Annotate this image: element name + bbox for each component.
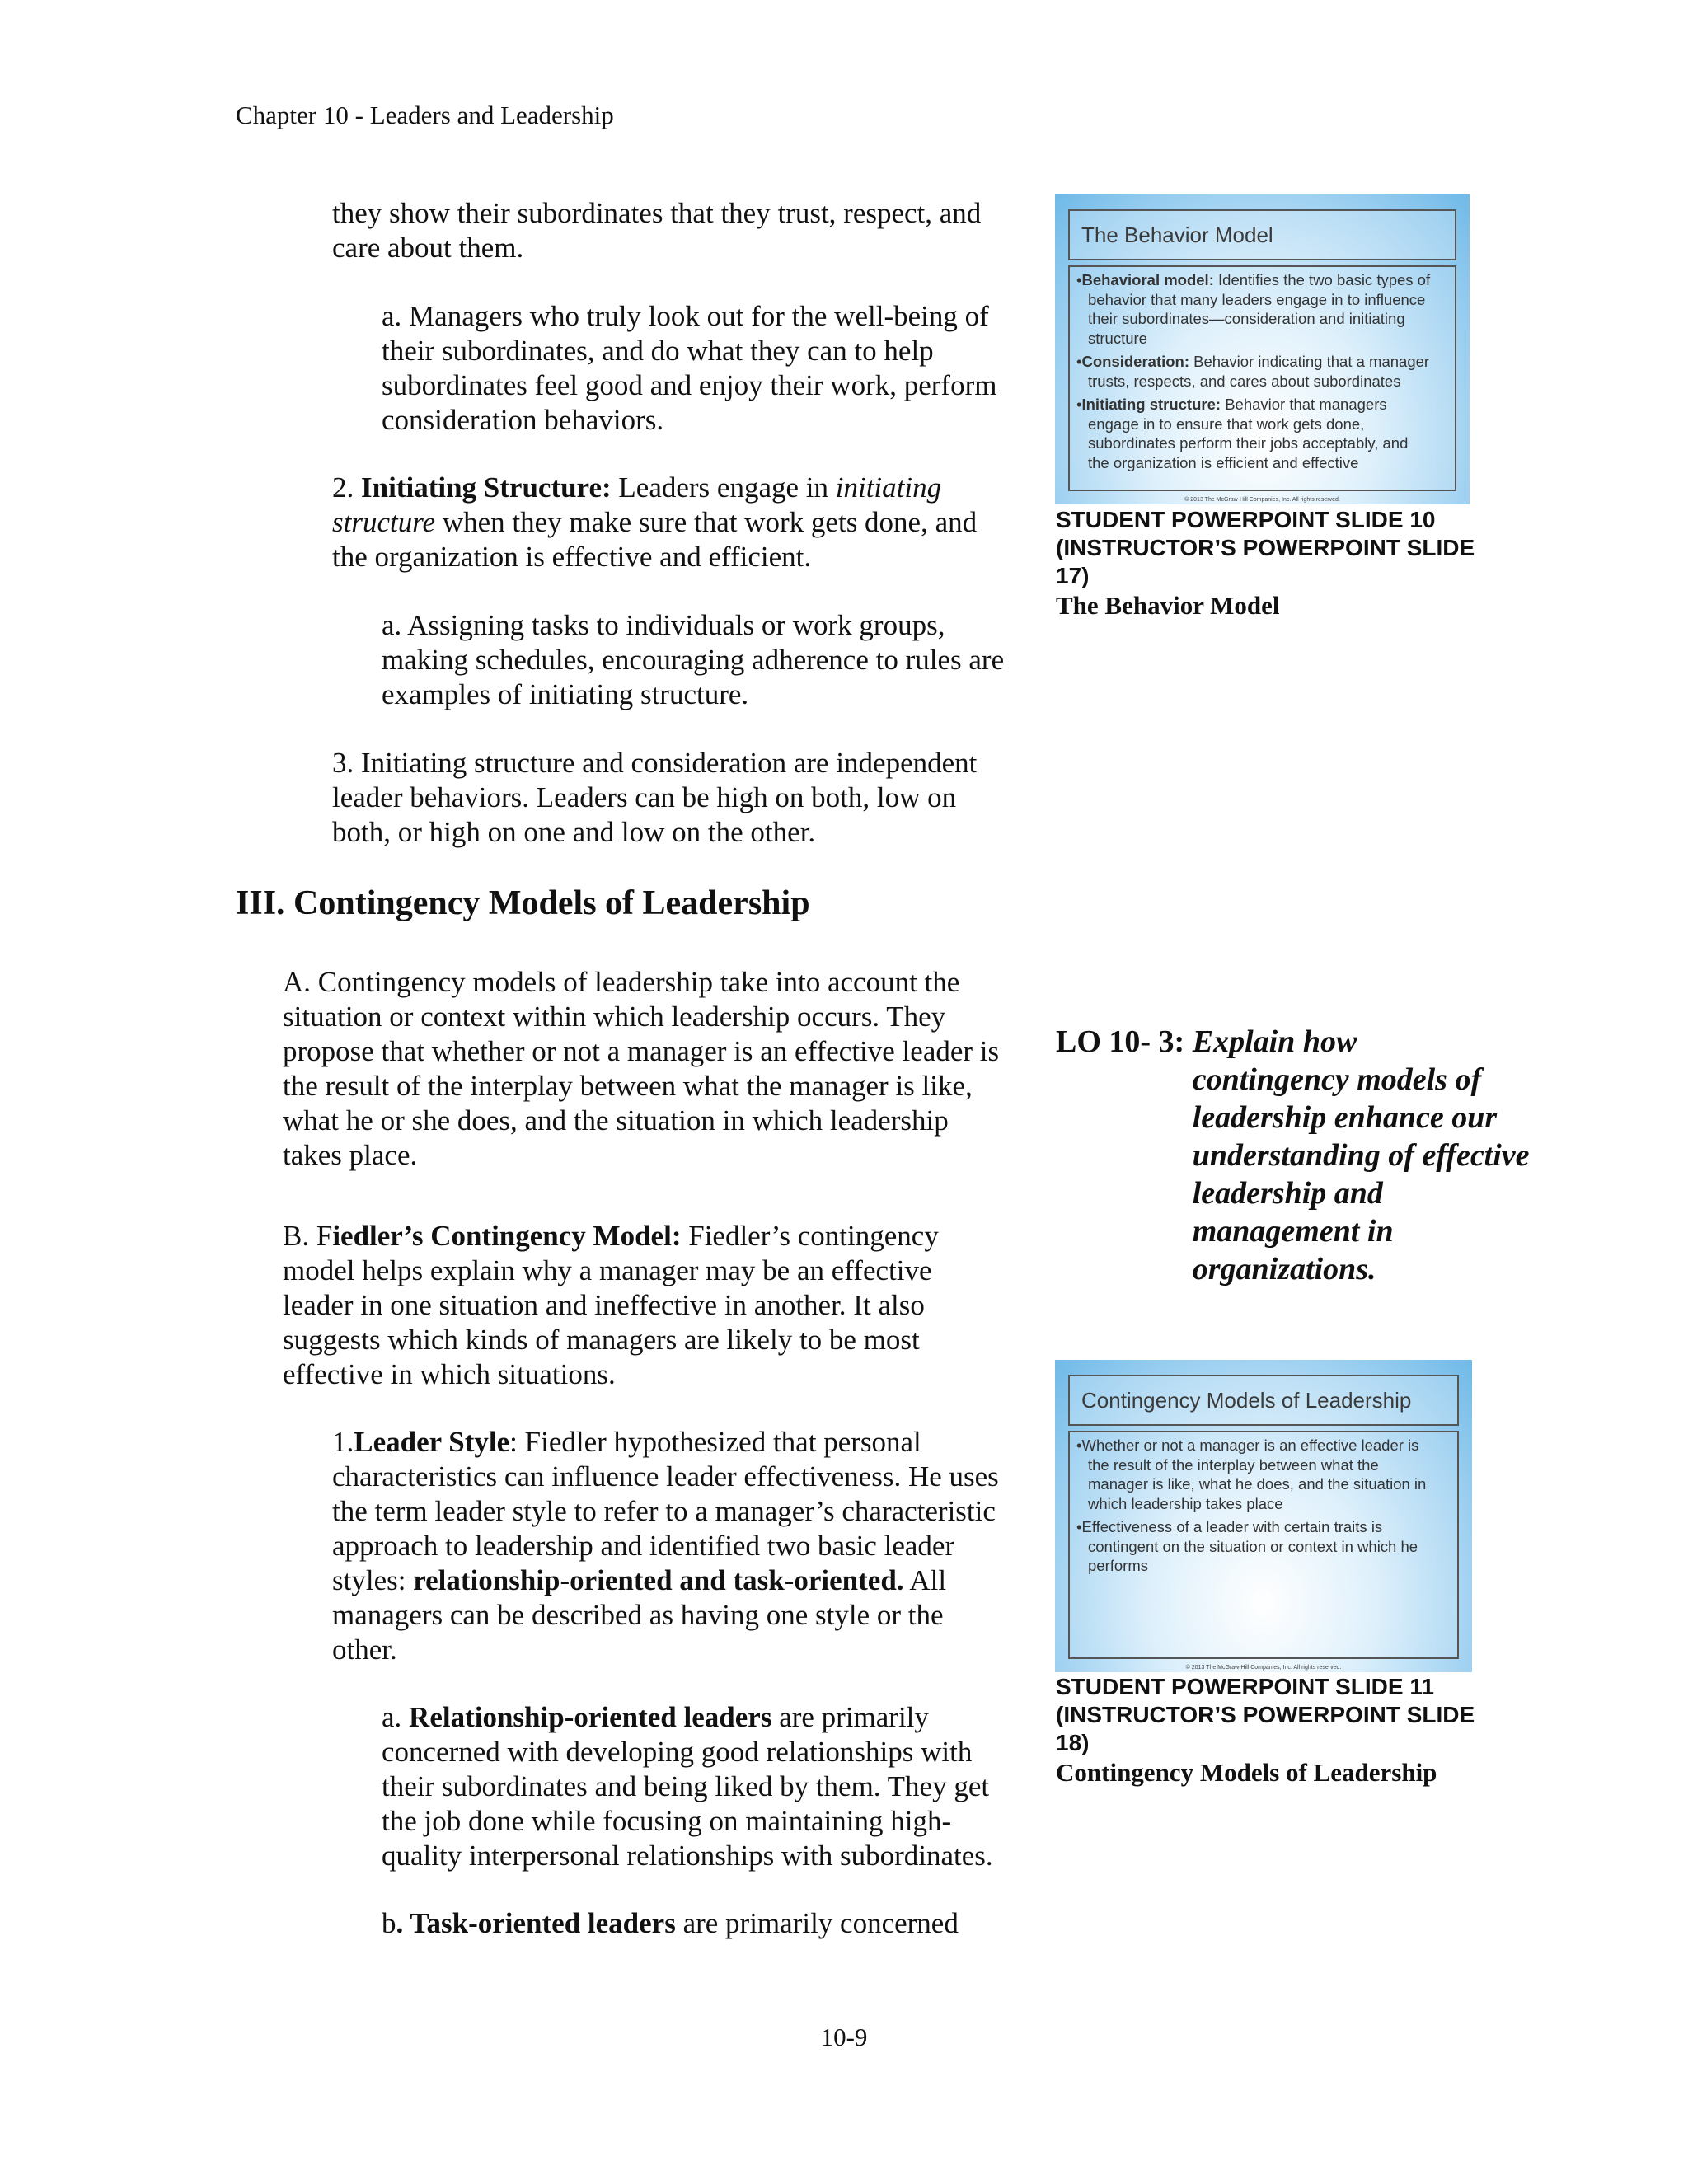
- list-number: 2.: [332, 471, 361, 504]
- text-run: performs: [1088, 1557, 1148, 1574]
- slide-caption-10: [1056, 506, 1475, 621]
- paragraph-managers: [382, 299, 996, 438]
- text-run: are primarily: [771, 1701, 929, 1733]
- slide-bullet: •Consideration: Behavior indicating that a manager trusts, respects, and cares about subordinates: [1076, 353, 1430, 390]
- text-line: the result of the interplay between what the manager is like,: [283, 1070, 973, 1102]
- term-fiedler-model: iedler’s Contingency Model:: [332, 1220, 682, 1252]
- italic-run: structure: [332, 506, 436, 538]
- text-line: care about them.: [332, 232, 524, 264]
- paragraph-leader-style: [332, 1425, 999, 1667]
- text-run: Identifies the two basic types of: [1218, 271, 1431, 288]
- text-run: styles:: [332, 1564, 414, 1596]
- text-line: a. Managers who truly look out for the well-being of: [382, 300, 989, 332]
- term-leader-styles: relationship-oriented and task-oriented.: [413, 1564, 904, 1596]
- text-line: the job done while focusing on maintaining high-: [382, 1805, 952, 1837]
- text-line: consideration behaviors.: [382, 404, 664, 436]
- paragraph-independent-behaviors: [332, 746, 977, 850]
- caption-line: STUDENT POWERPOINT SLIDE 10: [1056, 507, 1436, 532]
- text-line: situation or context within which leadership occurs. They: [283, 1001, 946, 1033]
- text-run: Behavior indicating that a manager: [1193, 353, 1430, 370]
- text-line: concerned with developing good relationships with: [382, 1736, 973, 1768]
- page-number: 10-9: [820, 2022, 868, 2051]
- slide-body: [1068, 265, 1456, 491]
- text-run: are primarily concerned: [675, 1907, 959, 1939]
- list-letter: b: [382, 1907, 396, 1939]
- text-run: Leaders engage in: [611, 471, 836, 504]
- text-line: a. Assigning tasks to individuals or work groups,: [382, 609, 945, 641]
- slide-term: Initiating structure:: [1081, 396, 1221, 413]
- text-line: [382, 1700, 993, 1735]
- text-run: the result of the interplay between what the: [1088, 1455, 1379, 1474]
- text-line: leader in one situation and ineffective in another. It also: [283, 1289, 925, 1321]
- text-run: Behavior that managers: [1225, 396, 1387, 413]
- slide-copyright: © 2013 The McGraw-Hill Companies, Inc. All rights reserved.: [1184, 497, 1340, 503]
- text-run: when they make sure that work gets done, and: [435, 506, 978, 538]
- text-run: the organization is efficient and effective: [1088, 453, 1359, 471]
- text-run: their subordinates—consideration and initiating: [1088, 310, 1405, 327]
- term-task-oriented: . Task-oriented leaders: [396, 1907, 676, 1939]
- text-line: effective in which situations.: [283, 1358, 616, 1390]
- caption-line: (INSTRUCTOR’S POWERPOINT SLIDE: [1056, 1702, 1475, 1727]
- learning-objective-text: [1193, 1023, 1555, 1288]
- text-line: their subordinates and being liked by them. They get: [382, 1770, 990, 1802]
- text-run: Fiedler’s contingency: [681, 1220, 939, 1252]
- term-leader-style: Leader Style: [354, 1426, 510, 1458]
- slide-title: Contingency Models of Leadership: [1068, 1375, 1459, 1426]
- text-run: management in: [1192, 1214, 1394, 1249]
- text-line: they show their subordinates that they trust, respect, and: [332, 197, 982, 229]
- caption-line: (INSTRUCTOR’S POWERPOINT SLIDE: [1056, 535, 1475, 560]
- paragraph-contingency-models: [283, 965, 999, 1173]
- text-line: model helps explain why a manager may be an effective: [283, 1254, 932, 1286]
- text-line: [332, 1425, 999, 1460]
- text-run: Effectiveness of a leader with certain traits is: [1081, 1518, 1383, 1535]
- text-line: takes place.: [283, 1139, 418, 1171]
- slide-term: Consideration:: [1081, 353, 1190, 370]
- list-number: 1.: [332, 1426, 354, 1458]
- text-line: suggests which kinds of managers are likely to be most: [283, 1324, 920, 1356]
- caption-line: 18): [1056, 1730, 1090, 1755]
- slide-body: [1068, 1431, 1459, 1659]
- text-line: approach to leadership and identified two basic leader: [332, 1530, 955, 1562]
- text-run: : Fiedler hypothesized that personal: [509, 1426, 921, 1458]
- paragraph-relationship-oriented: [382, 1700, 993, 1873]
- text-run: trusts, respects, and cares about subordinates: [1088, 372, 1401, 390]
- text-run: contingency models of: [1192, 1062, 1482, 1097]
- slide-bullet: •Whether or not a manager is an effective leader is the result of the interplay between what the manager is like, what he does, and the situation in which leadership takes place: [1076, 1436, 1427, 1512]
- text-line: characteristics can influence leader effectiveness. He uses: [332, 1460, 999, 1493]
- paragraph-task-oriented: [382, 1906, 959, 1941]
- slide-bullet: •Behavioral model: Identifies the two basic types of behavior that many leaders engage in to influence their subordinates—consideration and initiating structure: [1076, 271, 1431, 347]
- text-run: leadership enhance our: [1192, 1100, 1498, 1135]
- list-letter: a.: [382, 1701, 410, 1733]
- italic-run: initiating: [835, 471, 942, 504]
- text-run: Whether or not a manager is an effective leader is: [1081, 1436, 1419, 1454]
- text-line: managers can be described as having one style or the: [332, 1599, 944, 1631]
- caption-title: Contingency Models of Leadership: [1056, 1758, 1437, 1787]
- text-line: what he or she does, and the situation in which leadership: [283, 1104, 949, 1137]
- text-line: both, or high on one and low on the other.: [332, 816, 816, 848]
- learning-objective-label: LO 10- 3:: [1056, 1024, 1185, 1059]
- text-run: understanding of effective: [1192, 1138, 1530, 1173]
- text-line: A. Contingency models of leadership take into account the: [283, 966, 960, 998]
- text-line: other.: [332, 1633, 397, 1666]
- text-line: [332, 471, 977, 505]
- section-heading: III. Contingency Models of Leadership: [236, 884, 810, 922]
- text-line: quality interpersonal relationships with subordinates.: [382, 1840, 993, 1872]
- text-line: subordinates feel good and enjoy their work, perform: [382, 369, 997, 401]
- slide-bullet: •Initiating structure: Behavior that managers engage in to ensure that work gets done, subordinates perform their jobs acceptably, and the organization is efficient and effective: [1076, 396, 1409, 471]
- text-run: structure: [1088, 329, 1147, 347]
- text-run: engage in to ensure that work gets done,: [1088, 415, 1365, 433]
- text-run: which leadership takes place: [1088, 1494, 1283, 1512]
- term-relationship-oriented: Relationship-oriented leaders: [409, 1701, 772, 1733]
- text-line: [332, 1563, 999, 1598]
- paragraph-initiating-structure: [332, 471, 977, 574]
- text-line: 3. Initiating structure and consideration are independent: [332, 747, 978, 779]
- text-line: making schedules, encouraging adherence to rules are: [382, 644, 1005, 676]
- slide-title: The Behavior Model: [1068, 209, 1456, 260]
- text-run: leadership and: [1192, 1176, 1383, 1211]
- paragraph-assigning-tasks: [382, 608, 1004, 712]
- text-run: All: [903, 1564, 947, 1596]
- text-line: [382, 1906, 959, 1941]
- text-run: organizations.: [1192, 1252, 1376, 1286]
- caption-line: STUDENT POWERPOINT SLIDE 11: [1056, 1674, 1434, 1699]
- text-line: leader behaviors. Leaders can be high on both, low on: [332, 781, 957, 813]
- caption-title: The Behavior Model: [1056, 591, 1280, 620]
- text-run: B. F: [283, 1220, 333, 1252]
- slide-bullet: •Effectiveness of a leader with certain traits is contingent on the situation or context in which he performs: [1076, 1518, 1418, 1574]
- term-initiating-structure: Initiating Structure:: [361, 471, 612, 504]
- slide-term: Behavioral model:: [1081, 271, 1214, 288]
- text-line: the organization is effective and efficient.: [332, 541, 812, 573]
- paragraph-trust: [332, 196, 981, 265]
- text-line: [332, 505, 977, 540]
- paragraph-fiedler-model: [283, 1219, 939, 1392]
- text-line: propose that whether or not a manager is an effective leader is: [283, 1035, 1000, 1067]
- caption-line: 17): [1056, 563, 1090, 588]
- text-line: their subordinates, and do what they can to help: [382, 335, 934, 367]
- text-run: behavior that many leaders engage in to influence: [1088, 290, 1426, 308]
- slide-thumbnail-contingency-models: [1055, 1360, 1472, 1672]
- running-head: Chapter 10 - Leaders and Leadership: [236, 101, 614, 129]
- text-line: examples of initiating structure.: [382, 678, 749, 710]
- text-run: subordinates perform their jobs acceptably, and: [1088, 434, 1409, 452]
- slide-thumbnail-behavior-model: [1055, 194, 1470, 504]
- slide-copyright: © 2013 The McGraw-Hill Companies, Inc. All rights reserved.: [1185, 1665, 1342, 1671]
- text-line: the term leader style to refer to a manager’s characteristic: [332, 1495, 996, 1527]
- learning-objective: [1056, 1023, 1555, 1288]
- text-run: Explain how: [1192, 1024, 1357, 1059]
- text-line: [283, 1219, 939, 1254]
- text-run: contingent on the situation or context in which he: [1088, 1537, 1418, 1555]
- text-run: manager is like, what he does, and the situation in: [1088, 1475, 1427, 1493]
- slide-caption-11: [1056, 1673, 1475, 1788]
